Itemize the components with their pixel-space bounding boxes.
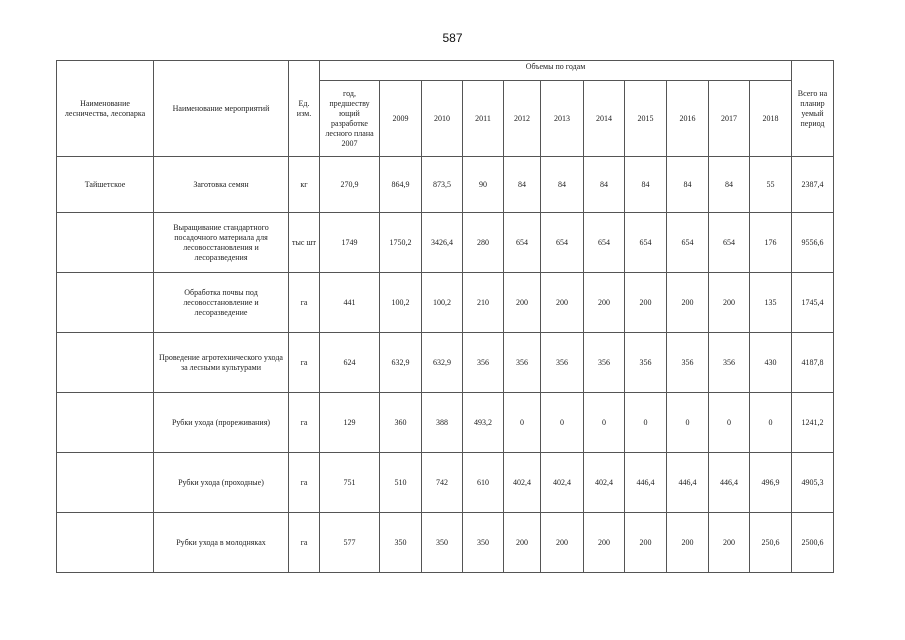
value-cell: 402,4 xyxy=(504,453,541,513)
value-cell: 100,2 xyxy=(422,273,463,333)
value-cell: 250,6 xyxy=(750,513,792,573)
header-forestry: Наименование лесничества, лесопарка xyxy=(57,61,154,157)
header-activity: Наименование мероприятий xyxy=(154,61,289,157)
table-row xyxy=(57,513,834,573)
header-year: год, предшеству ющий разработке лесного плана 2007 xyxy=(320,81,380,157)
value-cell: 493,2 xyxy=(463,393,504,453)
value-cell: 3426,4 xyxy=(422,213,463,273)
header-year: 2018 xyxy=(750,81,792,157)
header-year: 2015 xyxy=(625,81,667,157)
header-year: 2010 xyxy=(422,81,463,157)
value-cell: 632,9 xyxy=(380,333,422,393)
value-cell: 388 xyxy=(422,393,463,453)
forestry-name-cell xyxy=(57,157,154,213)
total-cell: 2500,6 xyxy=(792,513,834,573)
value-cell: 632,9 xyxy=(422,333,463,393)
value-cell: 200 xyxy=(584,513,625,573)
value-cell: 446,4 xyxy=(667,453,709,513)
value-cell: 356 xyxy=(667,333,709,393)
value-cell: 610 xyxy=(463,453,504,513)
value-cell: 200 xyxy=(667,273,709,333)
value-cell: 84 xyxy=(541,157,584,213)
forest-plan-table xyxy=(56,60,834,573)
activity-cell: Проведение агротехнического ухода за лесными культурами xyxy=(154,333,289,393)
value-cell: 129 xyxy=(320,393,380,453)
total-cell: 4905,3 xyxy=(792,453,834,513)
value-cell: 356 xyxy=(504,333,541,393)
value-cell: 751 xyxy=(320,453,380,513)
value-cell: 200 xyxy=(504,273,541,333)
total-cell: 1241,2 xyxy=(792,393,834,453)
value-cell: 654 xyxy=(584,213,625,273)
value-cell: 55 xyxy=(750,157,792,213)
value-cell: 84 xyxy=(584,157,625,213)
total-cell: 4187,8 xyxy=(792,333,834,393)
value-cell: 280 xyxy=(463,213,504,273)
header-year: 2009 xyxy=(380,81,422,157)
value-cell: 496,9 xyxy=(750,453,792,513)
value-cell: 864,9 xyxy=(380,157,422,213)
value-cell: 0 xyxy=(584,393,625,453)
forestry-name: Тайшетское xyxy=(84,180,126,189)
value-cell: 200 xyxy=(625,513,667,573)
table-body xyxy=(57,157,834,573)
forestry-empty-cell xyxy=(57,453,154,513)
unit-cell: га xyxy=(289,513,320,573)
total-cell: 1745,4 xyxy=(792,273,834,333)
total-cell: 2387,4 xyxy=(792,157,834,213)
value-cell: 441 xyxy=(320,273,380,333)
value-cell: 356 xyxy=(584,333,625,393)
table-row xyxy=(57,157,834,213)
value-cell: 200 xyxy=(709,273,750,333)
value-cell: 446,4 xyxy=(625,453,667,513)
unit-cell: тыс шт xyxy=(289,213,320,273)
value-cell: 135 xyxy=(750,273,792,333)
value-cell: 654 xyxy=(541,213,584,273)
header-year: 2017 xyxy=(709,81,750,157)
value-cell: 873,5 xyxy=(422,157,463,213)
unit-cell: га xyxy=(289,393,320,453)
value-cell: 510 xyxy=(380,453,422,513)
value-cell: 350 xyxy=(463,513,504,573)
value-cell: 176 xyxy=(750,213,792,273)
value-cell: 1749 xyxy=(320,213,380,273)
value-cell: 270,9 xyxy=(320,157,380,213)
value-cell: 210 xyxy=(463,273,504,333)
activity-cell: Рубки ухода в молодняках xyxy=(154,513,289,573)
value-cell: 200 xyxy=(541,273,584,333)
value-cell: 356 xyxy=(625,333,667,393)
value-cell: 356 xyxy=(541,333,584,393)
forestry-empty-cell xyxy=(57,393,154,453)
value-cell: 350 xyxy=(380,513,422,573)
forestry-empty-cell xyxy=(57,333,154,393)
value-cell: 200 xyxy=(709,513,750,573)
header-year: 2011 xyxy=(463,81,504,157)
value-cell: 1750,2 xyxy=(380,213,422,273)
value-cell: 654 xyxy=(504,213,541,273)
header-year: 2012 xyxy=(504,81,541,157)
value-cell: 0 xyxy=(625,393,667,453)
header-unit: Ед. изм. xyxy=(289,61,320,157)
table-row xyxy=(57,453,834,513)
activity-cell: Рубки ухода (проходные) xyxy=(154,453,289,513)
value-cell: 200 xyxy=(541,513,584,573)
unit-cell: га xyxy=(289,273,320,333)
unit-cell: га xyxy=(289,333,320,393)
header-total: Всего на планир уемый период xyxy=(792,61,834,157)
value-cell: 0 xyxy=(541,393,584,453)
table-row xyxy=(57,393,834,453)
value-cell: 402,4 xyxy=(584,453,625,513)
value-cell: 654 xyxy=(625,213,667,273)
value-cell: 90 xyxy=(463,157,504,213)
value-cell: 84 xyxy=(625,157,667,213)
value-cell: 100,2 xyxy=(380,273,422,333)
value-cell: 0 xyxy=(709,393,750,453)
header-year: 2013 xyxy=(541,81,584,157)
activity-cell: Обработка почвы под лесовосстановление и лесоразведение xyxy=(154,273,289,333)
table-row xyxy=(57,333,834,393)
value-cell: 0 xyxy=(504,393,541,453)
page-number: 587 xyxy=(442,31,463,45)
value-cell: 200 xyxy=(625,273,667,333)
total-cell: 9556,6 xyxy=(792,213,834,273)
value-cell: 654 xyxy=(667,213,709,273)
table-row xyxy=(57,273,834,333)
value-cell: 84 xyxy=(504,157,541,213)
activity-cell: Рубки ухода (прореживания) xyxy=(154,393,289,453)
value-cell: 654 xyxy=(709,213,750,273)
value-cell: 0 xyxy=(667,393,709,453)
value-cell: 200 xyxy=(584,273,625,333)
value-cell: 402,4 xyxy=(541,453,584,513)
unit-cell: кг xyxy=(289,157,320,213)
unit-cell: га xyxy=(289,453,320,513)
table-row xyxy=(57,213,834,273)
value-cell: 577 xyxy=(320,513,380,573)
value-cell: 360 xyxy=(380,393,422,453)
forestry-empty-cell xyxy=(57,213,154,273)
value-cell: 446,4 xyxy=(709,453,750,513)
forestry-empty-cell xyxy=(57,273,154,333)
value-cell: 356 xyxy=(709,333,750,393)
activity-cell: Выращивание стандартного посадочного материала для лесовосстановления и лесоразведения xyxy=(154,213,289,273)
header-volumes-by-year: Объемы по годам xyxy=(320,61,792,81)
value-cell: 624 xyxy=(320,333,380,393)
value-cell: 200 xyxy=(504,513,541,573)
header-year: 2016 xyxy=(667,81,709,157)
activity-cell: Заготовка семян xyxy=(154,157,289,213)
value-cell: 200 xyxy=(667,513,709,573)
header-row-top xyxy=(57,61,834,81)
value-cell: 742 xyxy=(422,453,463,513)
value-cell: 84 xyxy=(667,157,709,213)
value-cell: 356 xyxy=(463,333,504,393)
value-cell: 430 xyxy=(750,333,792,393)
value-cell: 84 xyxy=(709,157,750,213)
forestry-empty-cell xyxy=(57,513,154,573)
value-cell: 0 xyxy=(750,393,792,453)
value-cell: 350 xyxy=(422,513,463,573)
header-year: 2014 xyxy=(584,81,625,157)
